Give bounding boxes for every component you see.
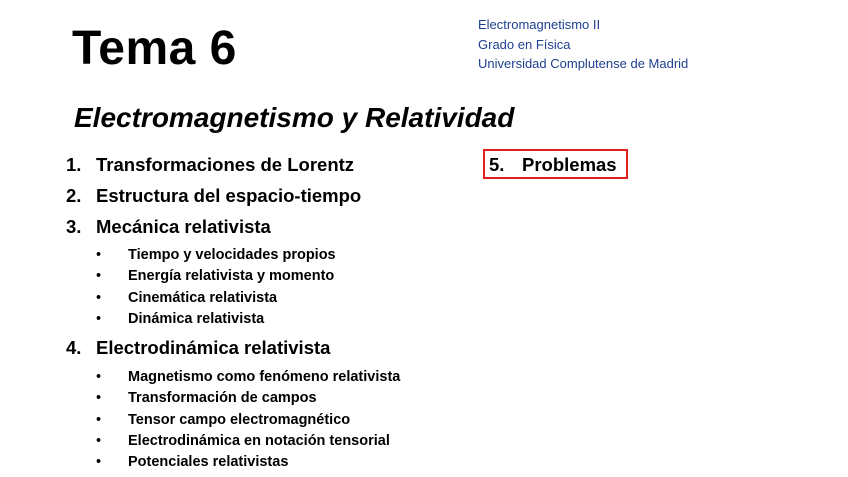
section-label: Electrodinámica relativista bbox=[96, 337, 331, 359]
section-number: 1. bbox=[66, 154, 82, 175]
section-1 bbox=[66, 154, 466, 176]
section-3-subitems bbox=[66, 245, 466, 330]
list-item-label: Magnetismo como fenómeno relativista bbox=[128, 369, 401, 386]
table-of-contents bbox=[66, 154, 466, 474]
list-item-label: Tiempo y velocidades propios bbox=[128, 247, 336, 263]
list-item-label: Dinámica relativista bbox=[128, 310, 265, 327]
section-4 bbox=[66, 337, 466, 359]
slide-title: Tema 6 bbox=[72, 22, 237, 75]
list-item bbox=[66, 309, 466, 330]
bullet: • bbox=[96, 289, 102, 306]
list-item bbox=[66, 452, 466, 473]
list-item bbox=[66, 266, 466, 287]
section-label: Problemas bbox=[522, 154, 617, 175]
section-number: 4. bbox=[66, 337, 82, 359]
bullet: • bbox=[96, 454, 102, 471]
bullet: • bbox=[96, 433, 102, 450]
bullet: • bbox=[96, 411, 102, 428]
section-number: 3. bbox=[66, 216, 82, 237]
section-3 bbox=[66, 216, 466, 238]
list-item-label: Tensor campo electromagnético bbox=[128, 411, 351, 428]
bullet: • bbox=[96, 369, 102, 386]
course-info bbox=[478, 15, 688, 74]
section-number: 5. bbox=[489, 154, 505, 175]
list-item bbox=[66, 388, 466, 409]
list-item-label: Potenciales relativistas bbox=[128, 454, 289, 471]
degree-name: Grado en Física bbox=[478, 36, 571, 52]
section-label: Mecánica relativista bbox=[96, 216, 271, 237]
list-item bbox=[66, 367, 466, 388]
bullet: • bbox=[96, 268, 102, 285]
bullet: • bbox=[96, 390, 102, 407]
section-label: Estructura del espacio-tiempo bbox=[96, 185, 362, 206]
section-5 bbox=[489, 154, 617, 176]
bullet: • bbox=[96, 310, 102, 327]
university-name: Universidad Complutense de Madrid bbox=[478, 56, 689, 71]
list-item bbox=[66, 288, 466, 309]
list-item-label: Transformación de campos bbox=[128, 390, 317, 407]
section-2 bbox=[66, 185, 466, 207]
list-item-label: Energía relativista y momento bbox=[128, 268, 335, 285]
section-number: 2. bbox=[66, 185, 82, 206]
list-item-label: Electrodinámica en notación tensorial bbox=[128, 433, 390, 450]
course-name: Electromagnetismo II bbox=[478, 17, 601, 32]
list-item-label: Cinemática relativista bbox=[128, 289, 278, 306]
section-4-subitems bbox=[66, 367, 466, 473]
list-item bbox=[66, 410, 466, 431]
bullet: • bbox=[96, 247, 102, 263]
slide-subtitle: Electromagnetismo y Relatividad bbox=[74, 102, 515, 133]
section-label: Transformaciones de Lorentz bbox=[96, 154, 355, 175]
list-item bbox=[66, 431, 466, 452]
list-item bbox=[66, 245, 466, 266]
